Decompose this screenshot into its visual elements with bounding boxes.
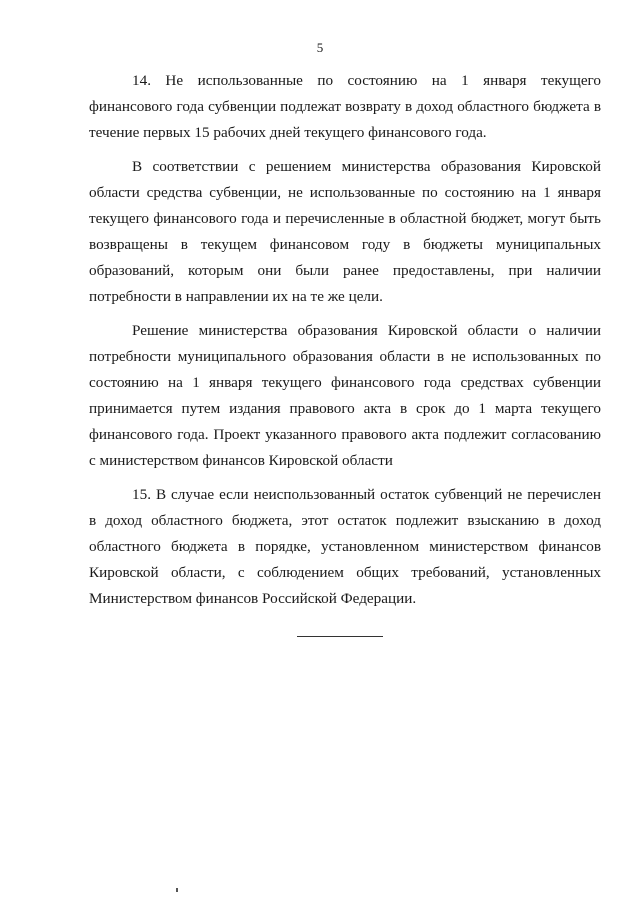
scan-speck bbox=[176, 888, 178, 892]
paragraph-ministry-decision: Решение министерства образования Кировской области о наличии потребности муниципального образования области в не использованных по состоянию на 1 января текущего финансового года средствах субвенции принимается путем издания правового акта в срок до 1 марта текущего финансового года. Проект указанного правового акта подлежит согласованию с министерством финансов Кировской области bbox=[89, 322, 601, 469]
document-body bbox=[89, 68, 601, 620]
page-number: 5 bbox=[316, 40, 324, 55]
paragraph-subvention-return: В соответствии с решением министерства образования Кировской области средства субвенции, не использованные по состоянию на 1 января текущего финансового года и перечисленные в областной бюджет, могут быть возвращены в текущем финансовом году в бюджеты муниципальных образований, которым они были ранее предоставлены, при наличии потребности в направлении их на те же цели. bbox=[89, 158, 601, 305]
paragraph-15: 15. В случае если неиспользованный остаток субвенций не перечислен в доход областного бюджета, этот остаток подлежит взысканию в доход областного бюджета в порядке, установленном министерством финансов Кировской области, с соблюдением общих требований, установленных Министерством финансов Российской Федерации. bbox=[89, 486, 601, 607]
end-separator-line bbox=[297, 636, 383, 637]
paragraph-14: 14. Не использованные по состоянию на 1 января текущего финансового года субвенции подлежат возврату в доход областного бюджета в течение первых 15 рабочих дней текущего финансового года. bbox=[89, 72, 601, 141]
